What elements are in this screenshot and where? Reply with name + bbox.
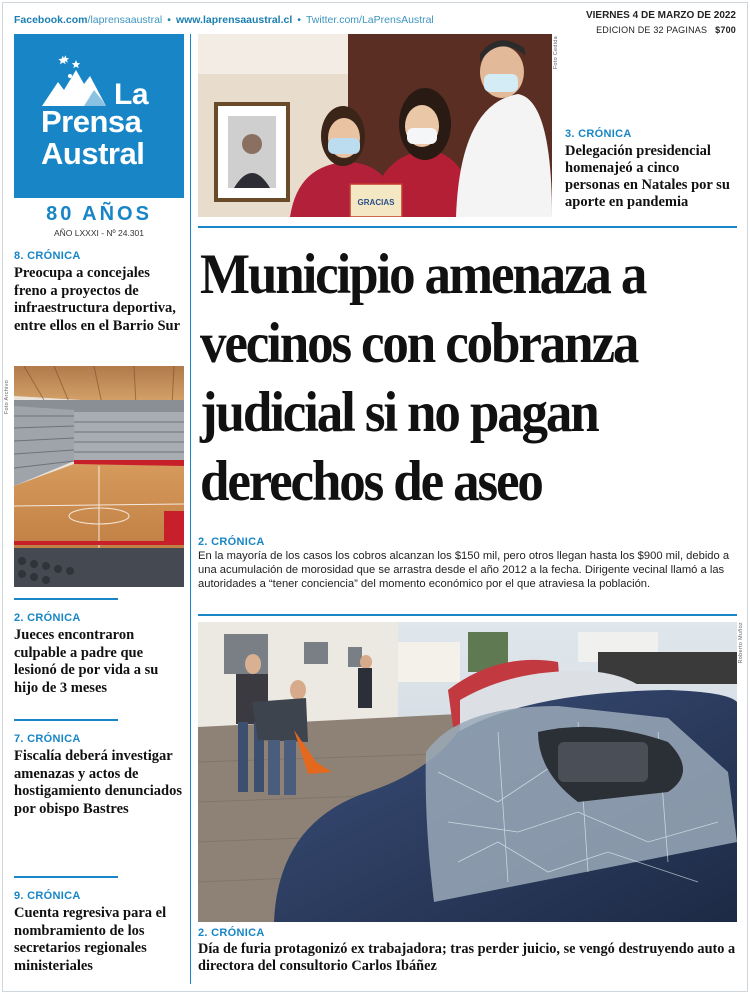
dateline [586,9,736,37]
lead-body: En la mayoría de los casos los cobros alcanzan los $150 mil, pero otros llegan hasta los $900 mil, debido a una acumulación de morosidad que se arrastra desde el año 2012 a la fecha. Dirigente vecinal llamó a las autoridades a “tener conciencia” del momento económico por el que atraviesa la población. [198,550,730,590]
website-link[interactable]: www.laprensaaustral.cl [175,14,293,26]
anniversary-label: 80 AÑOS [46,203,152,225]
edition-number: AÑO LXXXI - Nº 24.301 [53,228,145,238]
teaser-title: Delegación presidencial homenajeó a cinco personas en Natales por su aporte en pandemia [565,143,730,210]
section-label: 8. CRÓNICA [14,250,81,262]
top-story-teaser[interactable] [565,128,737,211]
twitter-link[interactable]: Twitter.com/LaPrensAustral [305,14,434,26]
damaged-car-image [198,622,737,922]
section-label: 3. CRÓNICA [565,128,632,140]
section-divider [14,876,118,878]
section-label: 9. CRÓNICA [14,890,81,902]
facebook-link[interactable]: Facebook.com/laprensaaustral [14,14,163,26]
brief-item[interactable] [14,250,182,335]
masthead-word-la: La [114,78,149,111]
top-photo-credit: Foto Cedida [553,36,559,70]
bullet-separator: • [167,14,171,26]
brief-item[interactable] [14,612,182,697]
main-photo[interactable] [198,622,737,922]
brief-title: Jueces encontraron culpable a padre que lesionó de por vida a su hijo de 3 meses [14,627,159,696]
section-label: 2. CRÓNICA [14,612,81,624]
social-links-bar [14,14,434,26]
masthead-word-prensa: Prensa [41,104,142,139]
brief-item[interactable] [14,890,182,975]
section-divider [198,614,737,616]
section-divider [14,598,118,600]
column-divider [190,34,191,984]
caption-title: Día de furia protagonizó ex trabajadora; tras perder juicio, se vengó destruyendo auto a directora del consultorio Carlos Ibáñez [198,941,736,974]
delegation-image [198,34,552,217]
section-label: 2. CRÓNICA [198,927,265,939]
price: $700 [715,25,736,35]
main-photo-credit: Roberto Muñoz [738,622,744,664]
brief-item[interactable] [14,733,182,818]
brief-title: Fiscalía deberá investigar amenazas y actos de hostigamiento denunciados por obispo Bastres [14,748,182,817]
section-divider [198,226,737,228]
masthead-word-austral: Austral [41,136,145,171]
lead-headline[interactable]: Municipio amenaza a vecinos con cobranza judicial si no pagan derechos de aseo [200,243,646,513]
brief-title: Cuenta regresiva para el nombramiento de los secretarios regionales ministeriales [14,905,167,974]
masthead-logo[interactable] [14,34,184,198]
arena-image [14,366,184,587]
section-divider [14,719,118,721]
mountain-logo-icon [40,52,120,108]
main-photo-caption[interactable] [198,927,737,975]
page-count: EDICION DE 32 PAGINAS [596,25,708,35]
lead-story [198,536,737,591]
gracias-sign-text: GRACIAS [357,198,395,207]
section-label: 7. CRÓNICA [14,733,81,745]
bullet-separator: • [297,14,301,26]
section-label: 2. CRÓNICA [198,536,265,548]
issue-date: VIERNES 4 DE MARZO DE 2022 [585,10,736,21]
arena-photo-credit: Foto Archivo [4,380,10,415]
arena-photo [14,366,184,587]
brief-title: Preocupa a concejales freno a proyectos de infraestructura deportiva, entre ellos en el Barrio Sur [14,265,181,334]
top-story-photo[interactable] [198,34,552,217]
